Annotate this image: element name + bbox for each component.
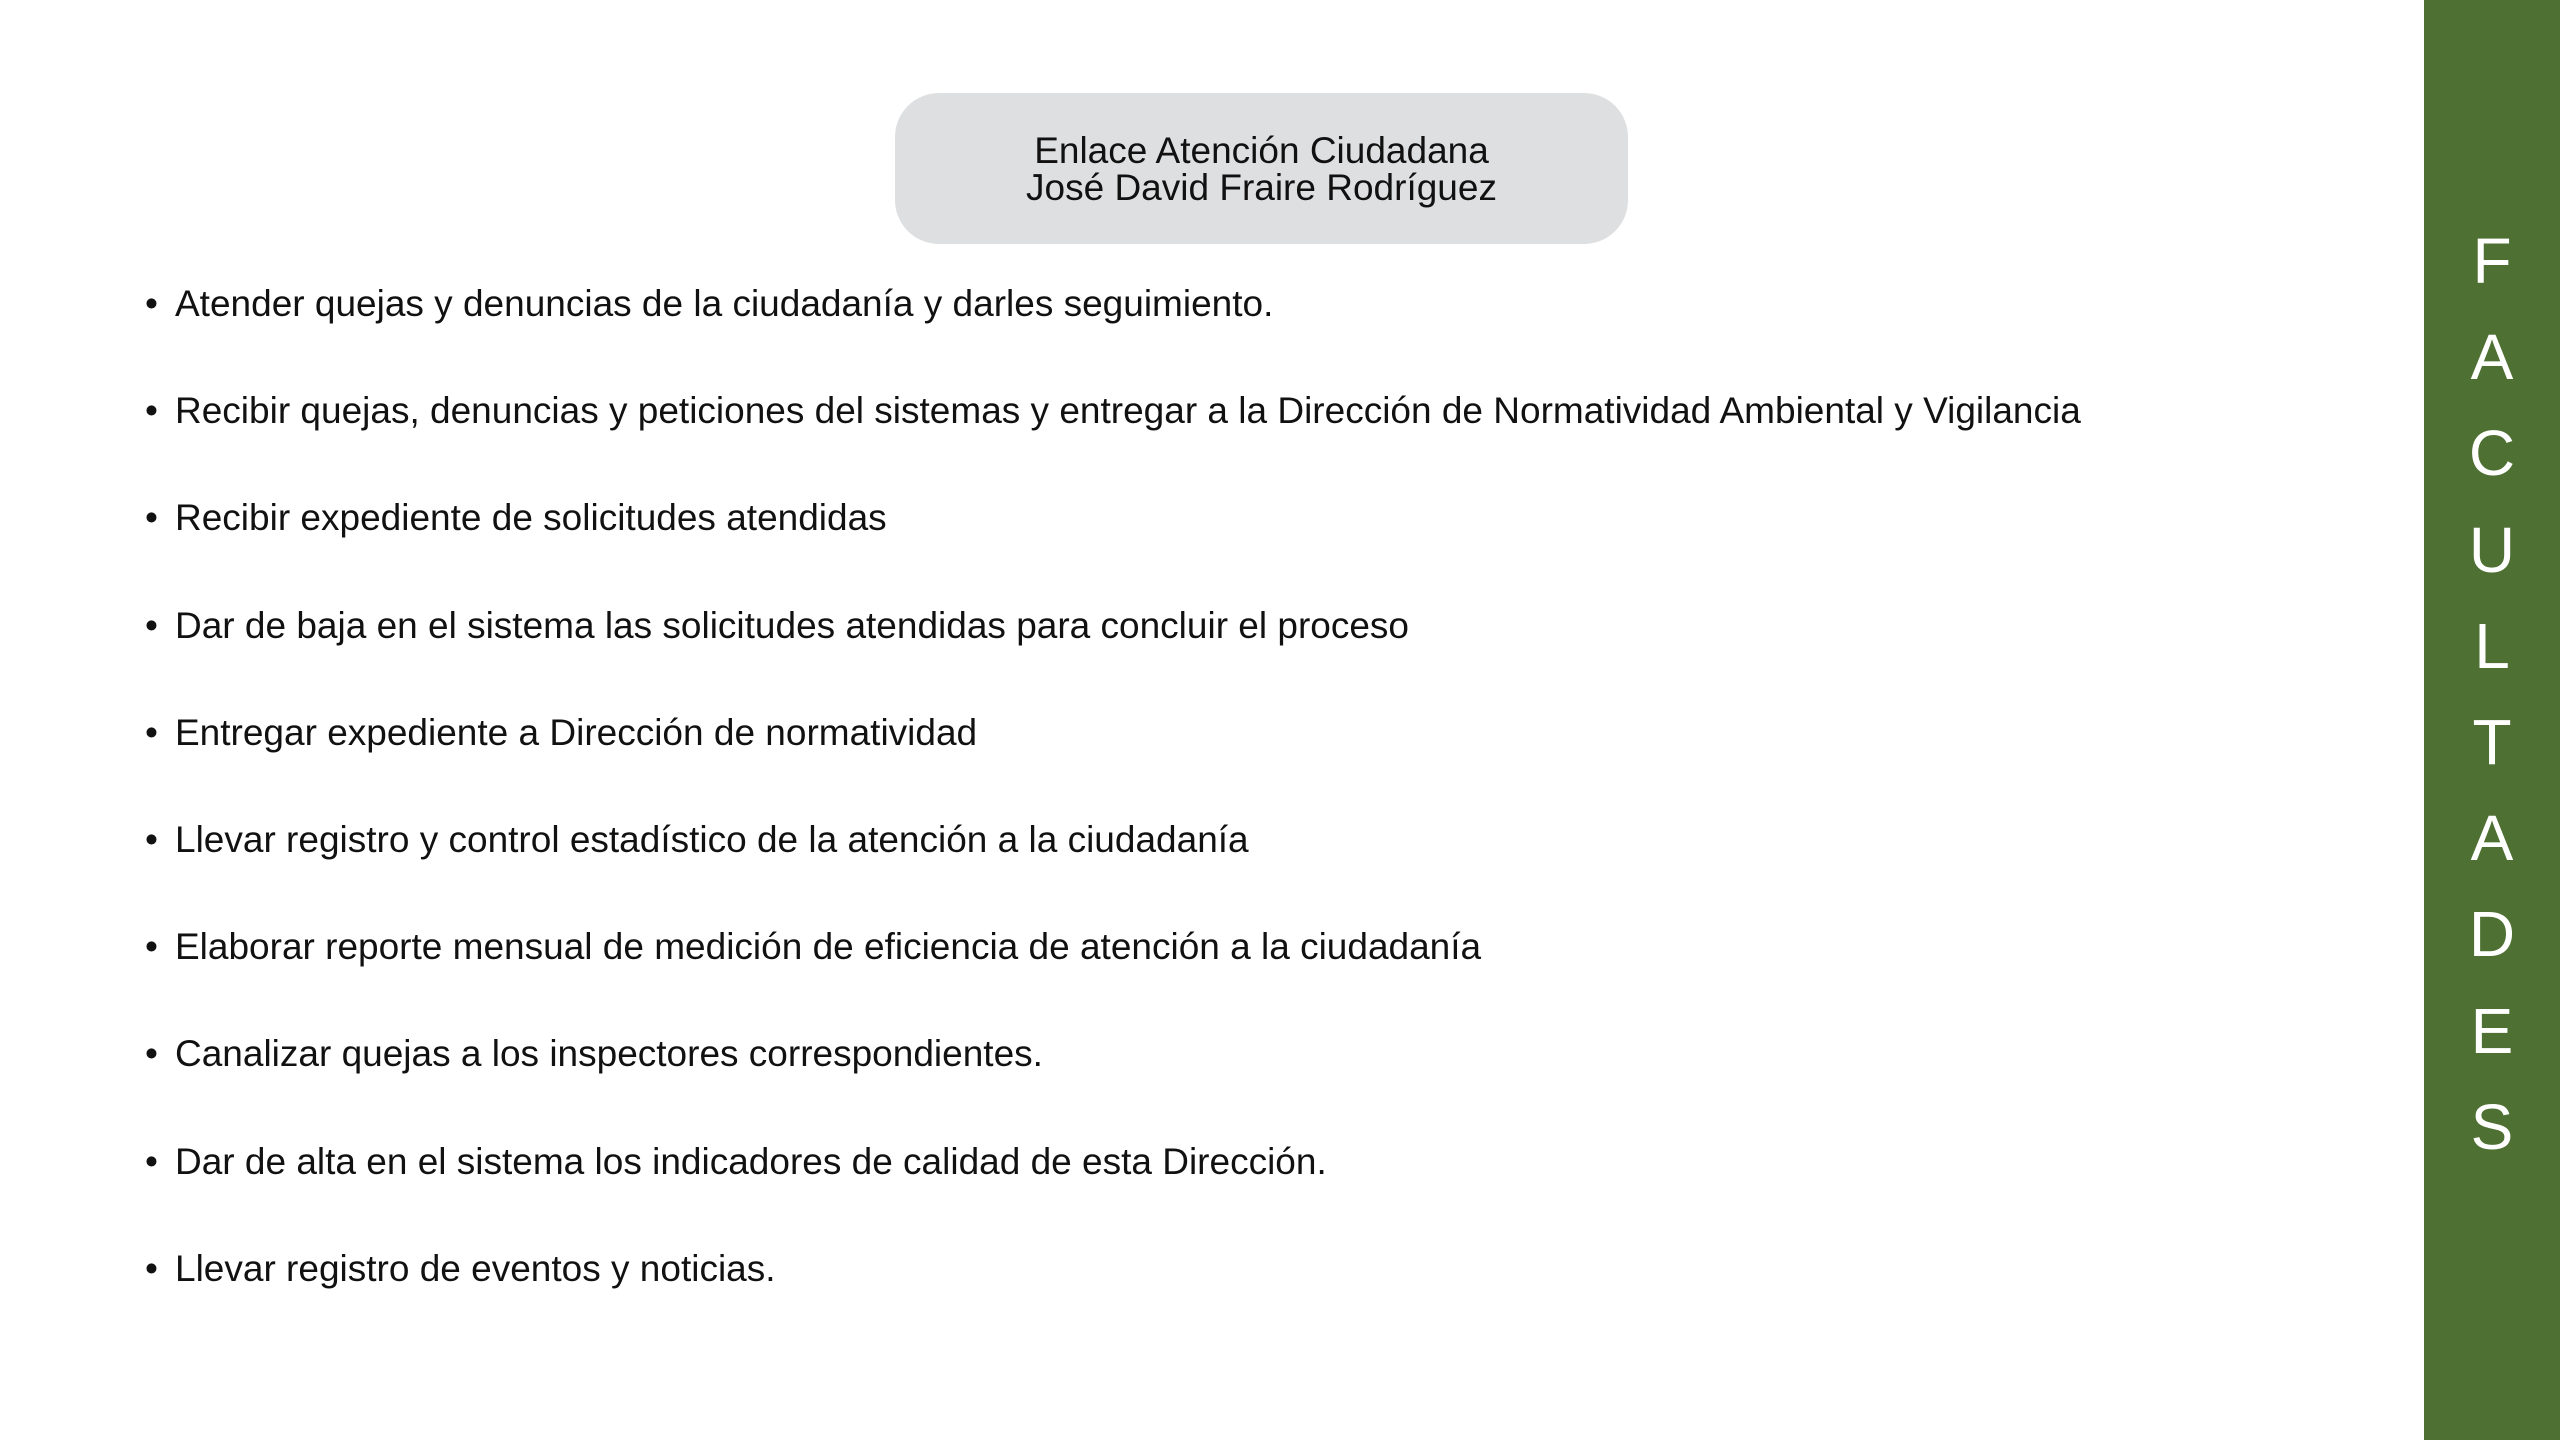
bullet: • <box>145 711 158 753</box>
bullet: • <box>145 926 158 968</box>
sidebar-letter: E <box>2470 994 2514 1067</box>
list-item <box>145 1030 2345 1137</box>
list-item <box>145 709 2345 816</box>
list-item <box>145 816 2345 923</box>
list-item-text: Entregar expediente a Dirección de normatividad <box>175 711 978 753</box>
list-item <box>145 923 2345 1030</box>
sidebar-band <box>2424 0 2560 1440</box>
bullet: • <box>145 390 158 432</box>
list-item-text: Dar de baja en el sistema las solicitudes atendidas para concluir el proceso <box>175 604 1410 646</box>
list-item-text: Llevar registro de eventos y noticias. <box>175 1247 776 1289</box>
sidebar-letter: T <box>2472 705 2512 778</box>
bullet: • <box>145 604 158 646</box>
bullet: • <box>145 1140 158 1182</box>
sidebar-letter: A <box>2470 802 2514 875</box>
title-role: Enlace Atención Ciudadana <box>1034 129 1489 171</box>
list-item-text: Elaborar reporte mensual de medición de eficiencia de atención a la ciudadanía <box>175 926 1482 968</box>
sidebar-letter: L <box>2474 609 2510 682</box>
list-item-text: Dar de alta en el sistema los indicadores de calidad de esta Dirección. <box>175 1140 1327 1182</box>
list-item <box>145 387 2345 494</box>
title-person-name: José David Fraire Rodríguez <box>1026 166 1497 208</box>
list-item <box>145 494 2345 601</box>
title-box <box>895 93 1628 244</box>
list-item-text: Canalizar quejas a los inspectores correspondientes. <box>175 1033 1043 1075</box>
sidebar-letter: D <box>2468 898 2516 971</box>
sidebar-letter: C <box>2468 417 2516 490</box>
list-item-text: Llevar registro y control estadístico de la atención a la ciudadanía <box>175 818 1249 860</box>
sidebar-letter: F <box>2472 225 2512 297</box>
list-item <box>145 280 2345 387</box>
duties-list <box>145 280 2345 1352</box>
sidebar-letter: U <box>2468 513 2516 586</box>
bullet: • <box>145 1247 158 1289</box>
list-item-text: Recibir quejas, denuncias y peticiones del sistemas y entregar a la Dirección de Normatividad Ambiental y Vigilancia <box>175 390 2081 432</box>
bullet: • <box>145 1033 158 1075</box>
list-item-text: Recibir expediente de solicitudes atendidas <box>175 497 887 539</box>
sidebar-letter: A <box>2470 321 2514 394</box>
sidebar-vertical-title <box>2424 226 2560 1188</box>
bullet: • <box>145 497 158 539</box>
list-item <box>145 1245 2345 1352</box>
sidebar-letter: S <box>2470 1090 2514 1163</box>
list-item <box>145 602 2345 709</box>
bullet: • <box>145 818 158 860</box>
bullet: • <box>145 283 158 324</box>
list-item-text: Atender quejas y denuncias de la ciudadanía y darles seguimiento. <box>175 283 1274 324</box>
list-item <box>145 1138 2345 1245</box>
